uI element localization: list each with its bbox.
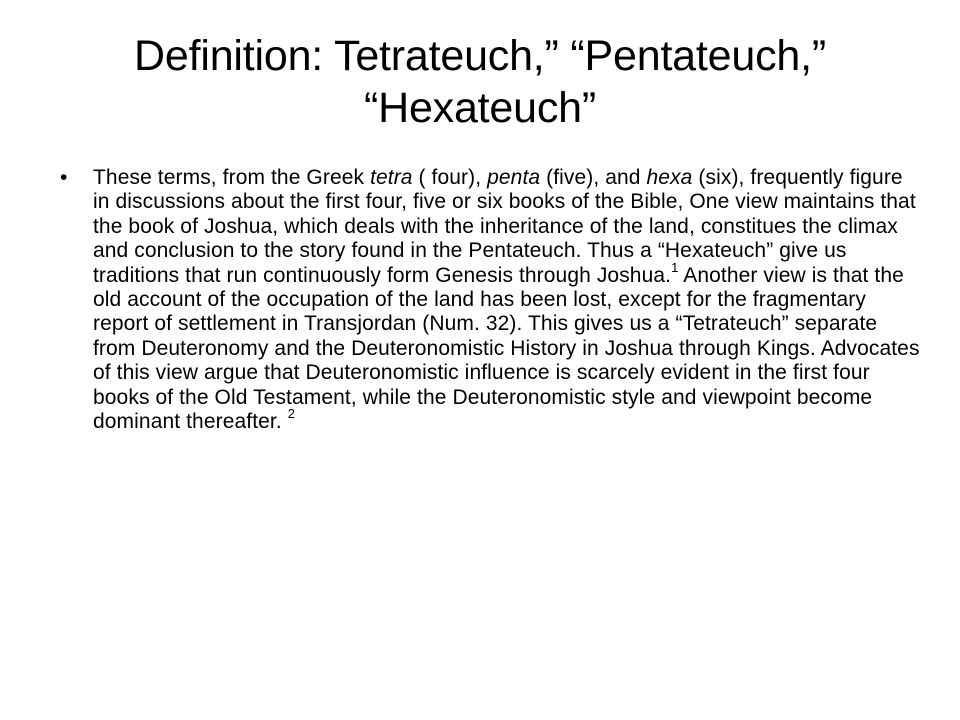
- text-run: (five), and: [540, 166, 647, 189]
- text-run: These terms, from the Greek: [93, 166, 371, 189]
- italic-term-tetra: tetra: [370, 166, 413, 189]
- text-run: Another view is that the old account of the occupation of the land has been lost, except for the fragmentary report of settlement in Transjordan (Num. 32). This gives us a “Tetrateuch” separate from Deuteronomy and the Deuteronomistic History in Joshua through Kings. Advocates of this view argue that Deuteronomistic influence is scarcely evident in the first four books of the Old Testament, while the Deuteronomistic style and viewpoint become dominant thereafter.: [93, 263, 920, 434]
- footnote-marker-1: 1: [671, 259, 679, 275]
- text-run: ( four),: [412, 166, 488, 189]
- bullet-dot-icon: •: [60, 166, 68, 189]
- bullet-item: [60, 166, 920, 434]
- bullet-list: [60, 166, 920, 434]
- italic-term-hexa: hexa: [646, 166, 693, 189]
- slide-title: Definition: Tetrateuch,” “Pentateuch,” “Hexateuch”: [134, 32, 826, 132]
- italic-term-penta: penta: [487, 166, 541, 189]
- text-run: (six), frequently figure in discussions about the first four, five or six books of the Bible, One view maintains that the book of Joshua, which deals with the inheritance of the land, constitues the climax and conclusion to the story found in the Pentateuch. Thus a “Hexateuch” give us traditions that run continuously form Genesis through Joshua.: [93, 166, 916, 287]
- body-paragraph: [93, 166, 920, 434]
- footnote-marker-2: 2: [287, 406, 296, 422]
